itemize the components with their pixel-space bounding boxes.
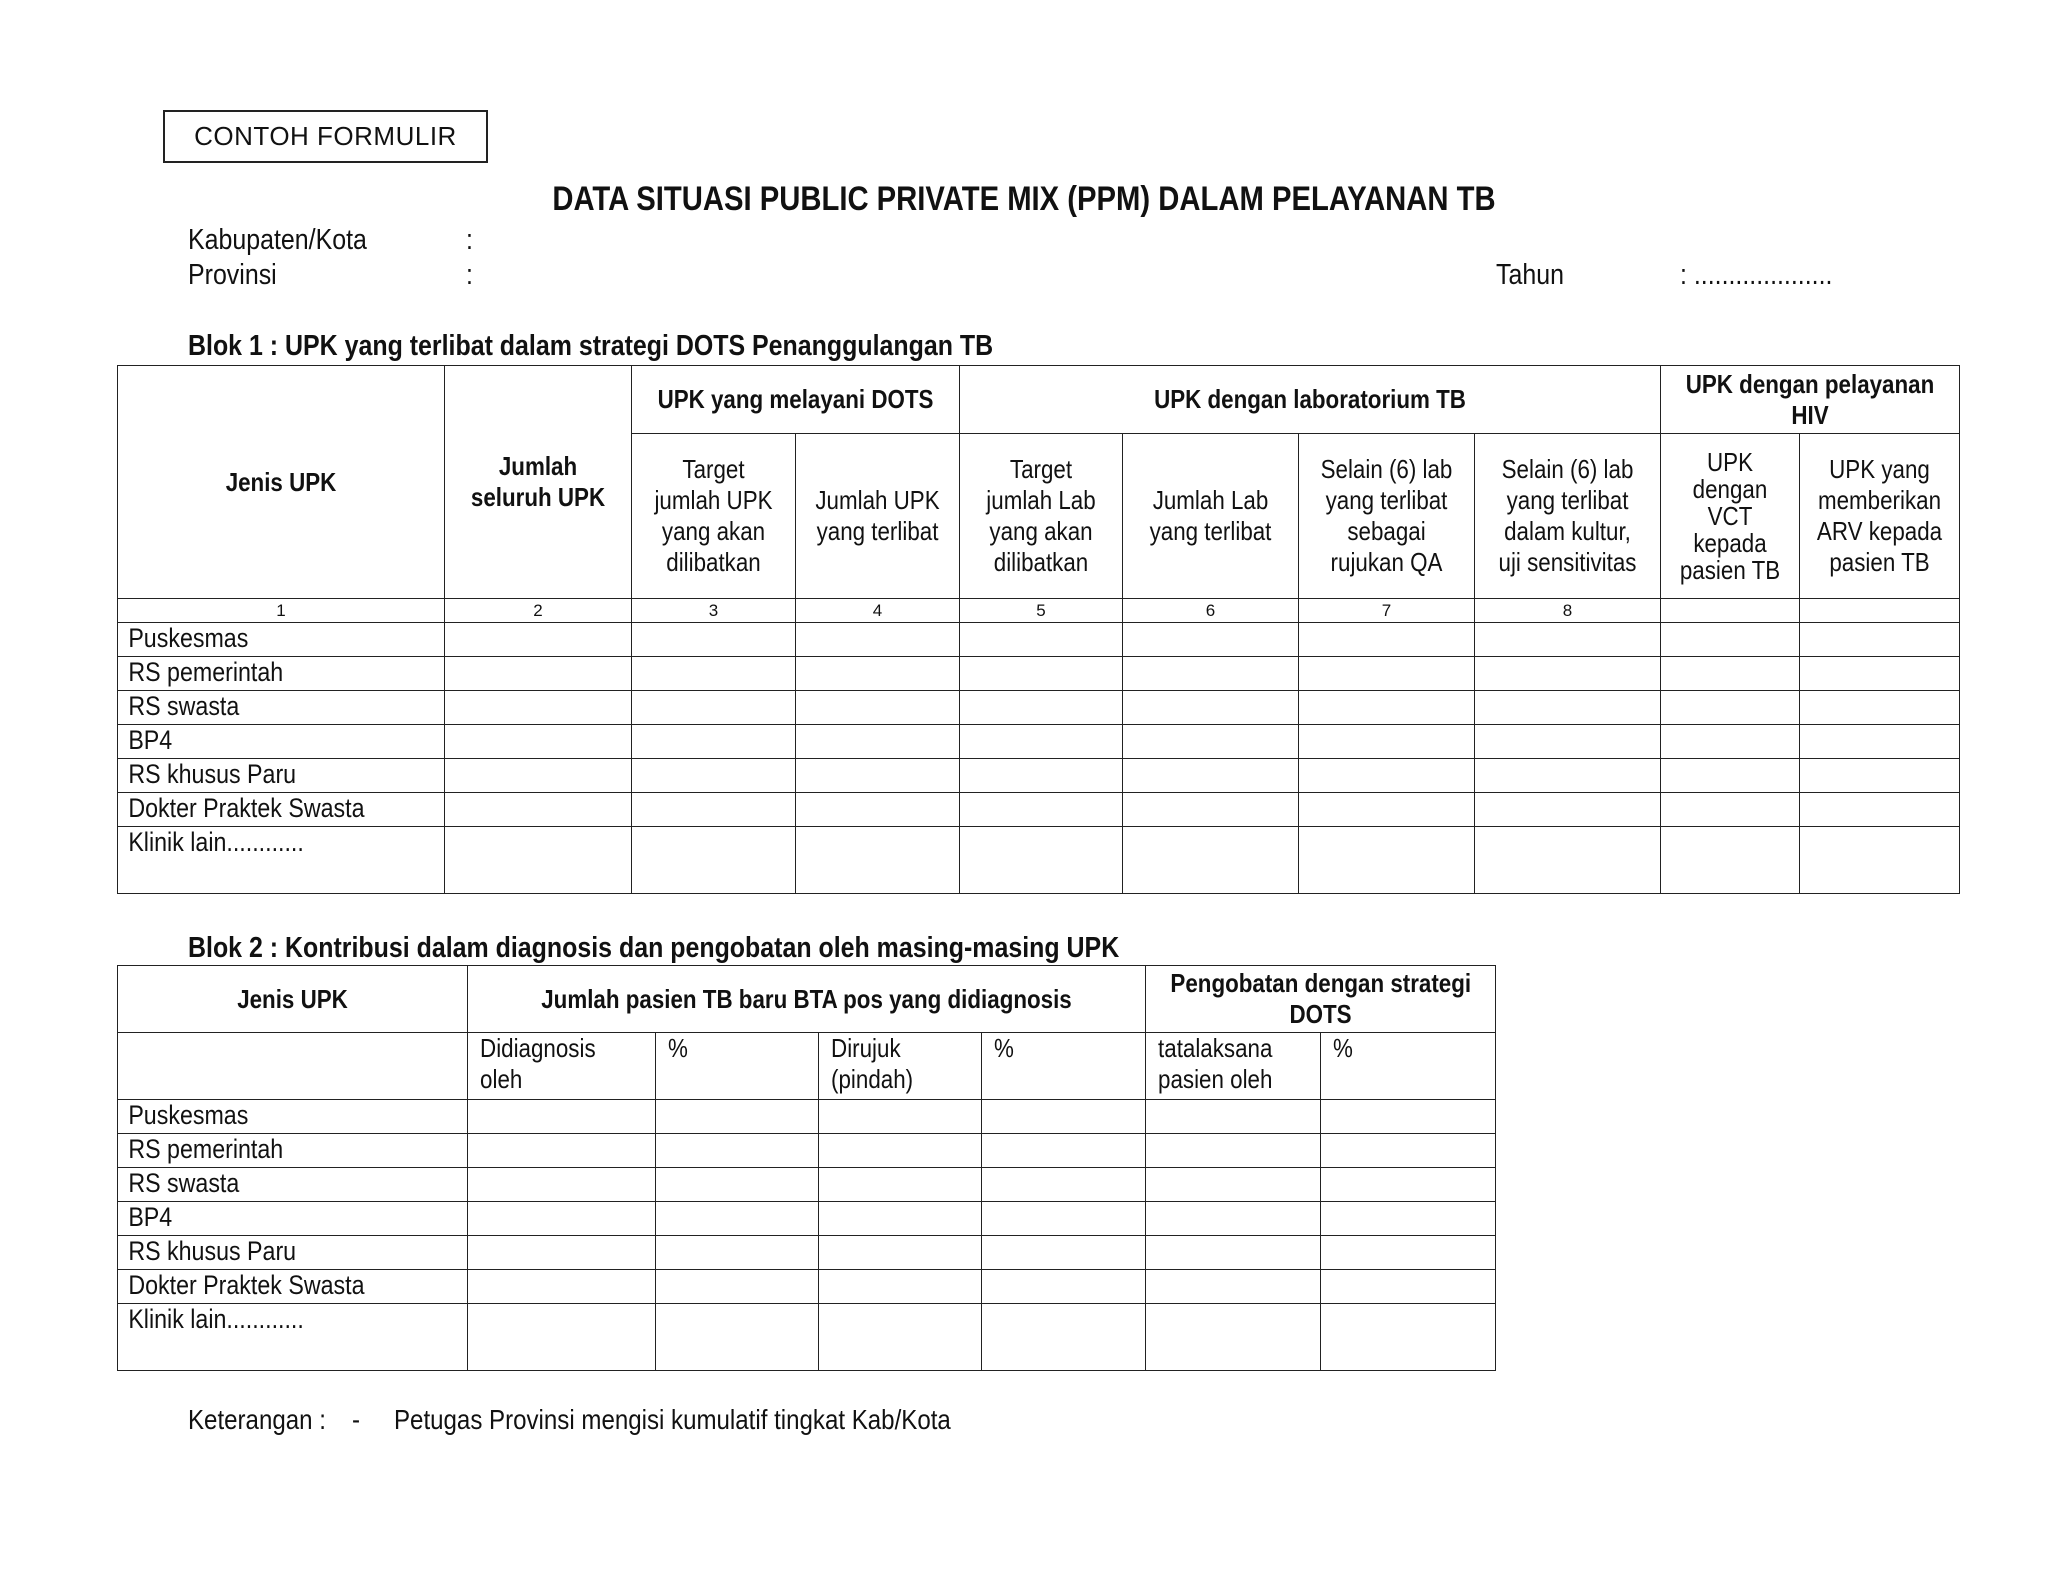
b2-header-jenis-upk: Jenis UPK <box>118 966 468 1033</box>
row-label-cell <box>118 657 445 691</box>
col-number: 5 <box>1036 600 1046 620</box>
entry-cell[interactable] <box>656 1168 819 1202</box>
entry-cell[interactable] <box>1475 827 1661 894</box>
entry-cell[interactable] <box>1661 725 1800 759</box>
row-label-cell <box>118 827 445 894</box>
b2-sub-tatalaksana: tatalaksana pasien oleh <box>1146 1033 1321 1100</box>
entry-cell[interactable] <box>819 1100 982 1134</box>
table-row <box>118 1270 1496 1304</box>
entry-cell[interactable] <box>1123 759 1299 793</box>
header-upk-hiv: UPK dengan pelayanan HIV <box>1661 366 1960 434</box>
row-label: BP4 <box>128 1202 173 1232</box>
header-selain-kultur: Selain (6) lab yang terlibat dalam kultur, uji sensitivitas <box>1475 434 1661 599</box>
entry-cell[interactable] <box>1123 623 1299 657</box>
header-selain-qa: Selain (6) lab yang terlibat sebagai rujukan QA <box>1299 434 1475 599</box>
header-jumlah-seluruh-upk: Jumlah seluruh UPK <box>445 366 632 599</box>
entry-cell[interactable] <box>632 725 796 759</box>
entry-cell[interactable] <box>960 657 1123 691</box>
tahun-value: : .................... <box>1680 259 1833 291</box>
entry-cell[interactable] <box>1146 1202 1321 1236</box>
entry-cell[interactable] <box>1299 827 1475 894</box>
row-label-cell <box>118 1270 468 1304</box>
entry-cell[interactable] <box>1299 623 1475 657</box>
row-label-cell <box>118 1168 468 1202</box>
table-row <box>118 1304 1496 1371</box>
entry-cell[interactable] <box>445 759 632 793</box>
kabupaten-label: Kabupaten/Kota <box>188 224 367 256</box>
table-row <box>118 759 1960 793</box>
entry-cell[interactable] <box>468 1202 656 1236</box>
row-label: Puskesmas <box>128 623 249 653</box>
entry-cell[interactable] <box>632 793 796 827</box>
header-arv: UPK yang memberikan ARV kepada pasien TB <box>1800 434 1960 599</box>
entry-cell[interactable] <box>796 623 960 657</box>
header-jumlah-upk-terlibat: Jumlah UPK yang terlibat <box>796 434 960 599</box>
entry-cell[interactable] <box>982 1304 1146 1371</box>
entry-cell[interactable] <box>468 1100 656 1134</box>
table-row <box>118 1134 1496 1168</box>
entry-cell[interactable] <box>632 827 796 894</box>
entry-cell[interactable] <box>796 759 960 793</box>
page-title: DATA SITUASI PUBLIC PRIVATE MIX (PPM) DALAM PELAYANAN TB <box>552 180 1496 218</box>
entry-cell[interactable] <box>445 793 632 827</box>
block2-title: Blok 2 : Kontribusi dalam diagnosis dan pengobatan oleh masing-masing UPK <box>188 932 1120 964</box>
entry-cell[interactable] <box>1661 657 1800 691</box>
row-label: Puskesmas <box>128 1100 249 1130</box>
entry-cell[interactable] <box>1321 1304 1496 1371</box>
entry-cell[interactable] <box>960 623 1123 657</box>
block1-title: Blok 1 : UPK yang terlibat dalam strategi DOTS Penanggulangan TB <box>188 330 994 362</box>
table-row <box>118 623 1960 657</box>
row-label-cell <box>118 759 445 793</box>
table-row <box>118 793 1960 827</box>
row-label-cell <box>118 793 445 827</box>
header-vct: UPK dengan VCT kepada pasien TB <box>1661 434 1800 599</box>
b2-sub-empty <box>118 1033 468 1100</box>
entry-cell[interactable] <box>1800 827 1960 894</box>
entry-cell[interactable] <box>1475 623 1661 657</box>
row-label: RS pemerintah <box>128 1134 284 1164</box>
entry-cell[interactable] <box>1146 1100 1321 1134</box>
row-label: RS khusus Paru <box>128 759 297 789</box>
table-row <box>118 1202 1496 1236</box>
row-label: RS khusus Paru <box>128 1236 297 1266</box>
entry-cell[interactable] <box>982 1270 1146 1304</box>
b2-header-jumlah-pasien: Jumlah pasien TB baru BTA pos yang didiagnosis <box>468 966 1146 1033</box>
entry-cell[interactable] <box>1321 1270 1496 1304</box>
entry-cell[interactable] <box>632 657 796 691</box>
entry-cell[interactable] <box>819 1270 982 1304</box>
entry-cell[interactable] <box>1800 759 1960 793</box>
entry-cell[interactable] <box>445 725 632 759</box>
entry-cell[interactable] <box>445 657 632 691</box>
entry-cell[interactable] <box>819 1304 982 1371</box>
entry-cell[interactable] <box>1299 793 1475 827</box>
entry-cell[interactable] <box>1800 691 1960 725</box>
col-number: 7 <box>1381 600 1392 620</box>
entry-cell[interactable] <box>1475 759 1661 793</box>
header-upk-lab: UPK dengan laboratorium TB <box>960 366 1661 434</box>
row-label-cell <box>118 1202 468 1236</box>
entry-cell[interactable] <box>1321 1202 1496 1236</box>
entry-cell[interactable] <box>656 1304 819 1371</box>
entry-cell[interactable] <box>656 1202 819 1236</box>
block2-table <box>117 965 1496 1371</box>
entry-cell[interactable] <box>982 1236 1146 1270</box>
entry-cell[interactable] <box>960 725 1123 759</box>
entry-cell[interactable] <box>468 1168 656 1202</box>
row-label: RS swasta <box>128 1168 240 1198</box>
entry-cell[interactable] <box>656 1100 819 1134</box>
entry-cell[interactable] <box>982 1202 1146 1236</box>
b2-sub-dirujuk: Dirujuk (pindah) <box>819 1033 982 1100</box>
table-row <box>118 691 1960 725</box>
b2-sub-didiagnosis: Didiagnosis oleh <box>468 1033 656 1100</box>
entry-cell[interactable] <box>1800 725 1960 759</box>
entry-cell[interactable] <box>960 827 1123 894</box>
entry-cell[interactable] <box>1661 623 1800 657</box>
row-label-cell <box>118 691 445 725</box>
entry-cell[interactable] <box>1475 691 1661 725</box>
block1-table <box>117 365 1960 894</box>
entry-cell[interactable] <box>1475 657 1661 691</box>
entry-cell[interactable] <box>632 759 796 793</box>
entry-cell[interactable] <box>468 1134 656 1168</box>
entry-cell[interactable] <box>1123 657 1299 691</box>
entry-cell[interactable] <box>1123 691 1299 725</box>
entry-cell[interactable] <box>819 1134 982 1168</box>
entry-cell[interactable] <box>656 1270 819 1304</box>
b2-sub-pct-3: % <box>1321 1033 1496 1100</box>
row-label: RS swasta <box>128 691 240 721</box>
entry-cell[interactable] <box>1321 1100 1496 1134</box>
entry-cell[interactable] <box>1661 827 1800 894</box>
entry-cell[interactable] <box>1123 827 1299 894</box>
entry-cell[interactable] <box>632 623 796 657</box>
col-number: 4 <box>872 600 883 620</box>
col-number: 1 <box>276 600 286 620</box>
header-jumlah-lab-terlibat: Jumlah Lab yang terlibat <box>1123 434 1299 599</box>
row-label-cell <box>118 623 445 657</box>
row-label: Klinik lain............ <box>128 827 304 857</box>
provinsi-colon: : <box>466 259 473 291</box>
table-row <box>118 1168 1496 1202</box>
entry-cell[interactable] <box>1800 793 1960 827</box>
entry-cell[interactable] <box>982 1134 1146 1168</box>
entry-cell[interactable] <box>1123 725 1299 759</box>
entry-cell[interactable] <box>445 827 632 894</box>
entry-cell[interactable] <box>1321 1236 1496 1270</box>
table-row <box>118 1100 1496 1134</box>
header-target-upk: Target jumlah UPK yang akan dilibatkan <box>632 434 796 599</box>
entry-cell[interactable] <box>1146 1270 1321 1304</box>
entry-cell[interactable] <box>1146 1168 1321 1202</box>
row-label: Dokter Praktek Swasta <box>128 1270 365 1300</box>
entry-cell[interactable] <box>1299 657 1475 691</box>
entry-cell[interactable] <box>796 793 960 827</box>
tahun-label: Tahun <box>1496 259 1564 291</box>
entry-cell[interactable] <box>632 691 796 725</box>
entry-cell[interactable] <box>1800 657 1960 691</box>
col-number: 6 <box>1205 600 1216 620</box>
entry-cell[interactable] <box>819 1236 982 1270</box>
table-row <box>118 1236 1496 1270</box>
col-number: 3 <box>708 600 719 620</box>
row-label: BP4 <box>128 725 173 755</box>
row-label: RS pemerintah <box>128 657 284 687</box>
entry-cell[interactable] <box>796 827 960 894</box>
entry-cell[interactable] <box>1475 793 1661 827</box>
entry-cell[interactable] <box>1321 1168 1496 1202</box>
col-number: 8 <box>1562 600 1573 620</box>
entry-cell[interactable] <box>982 1168 1146 1202</box>
row-label-cell <box>118 1134 468 1168</box>
keterangan-text: Petugas Provinsi mengisi kumulatif tingkat Kab/Kota <box>394 1404 951 1435</box>
b2-sub-pct-1: % <box>656 1033 819 1100</box>
entry-cell[interactable] <box>1475 725 1661 759</box>
row-label: Dokter Praktek Swasta <box>128 793 365 823</box>
row-label-cell <box>118 725 445 759</box>
entry-cell[interactable] <box>819 1202 982 1236</box>
entry-cell[interactable] <box>819 1168 982 1202</box>
entry-cell[interactable] <box>982 1100 1146 1134</box>
entry-cell[interactable] <box>960 793 1123 827</box>
entry-cell[interactable] <box>796 725 960 759</box>
header-upk-dots: UPK yang melayani DOTS <box>632 366 960 434</box>
header-jenis-upk: Jenis UPK <box>118 366 445 599</box>
b2-header-pengobatan: Pengobatan dengan strategi DOTS <box>1146 966 1496 1033</box>
table-row <box>118 657 1960 691</box>
entry-cell[interactable] <box>960 759 1123 793</box>
b2-sub-pct-2: % <box>982 1033 1146 1100</box>
entry-cell[interactable] <box>1146 1304 1321 1371</box>
kabupaten-colon: : <box>466 224 473 256</box>
entry-cell[interactable] <box>445 623 632 657</box>
table-row <box>118 725 1960 759</box>
entry-cell[interactable] <box>796 657 960 691</box>
header-target-lab: Target jumlah Lab yang akan dilibatkan <box>960 434 1123 599</box>
entry-cell[interactable] <box>796 691 960 725</box>
entry-cell[interactable] <box>1800 623 1960 657</box>
entry-cell[interactable] <box>1146 1236 1321 1270</box>
entry-cell[interactable] <box>468 1304 656 1371</box>
entry-cell[interactable] <box>468 1270 656 1304</box>
keterangan-label: Keterangan : <box>188 1404 326 1435</box>
entry-cell[interactable] <box>960 691 1123 725</box>
col-number: 2 <box>533 600 543 620</box>
provinsi-label: Provinsi <box>188 259 277 291</box>
row-label-cell <box>118 1304 468 1371</box>
entry-cell[interactable] <box>1661 691 1800 725</box>
entry-cell[interactable] <box>1321 1134 1496 1168</box>
entry-cell[interactable] <box>468 1236 656 1270</box>
entry-cell[interactable] <box>1661 759 1800 793</box>
row-label: Klinik lain............ <box>128 1304 304 1334</box>
row-label-cell <box>118 1236 468 1270</box>
keterangan-dash: - <box>352 1404 361 1435</box>
entry-cell[interactable] <box>656 1236 819 1270</box>
entry-cell[interactable] <box>656 1134 819 1168</box>
row-label-cell <box>118 1100 468 1134</box>
entry-cell[interactable] <box>445 691 632 725</box>
entry-cell[interactable] <box>1661 793 1800 827</box>
entry-cell[interactable] <box>1146 1134 1321 1168</box>
entry-cell[interactable] <box>1299 759 1475 793</box>
contoh-formulir-stamp: CONTOH FORMULIR <box>163 110 488 163</box>
column-number-row <box>118 599 1960 623</box>
table-row <box>118 827 1960 894</box>
entry-cell[interactable] <box>1299 691 1475 725</box>
entry-cell[interactable] <box>1299 725 1475 759</box>
entry-cell[interactable] <box>1123 793 1299 827</box>
